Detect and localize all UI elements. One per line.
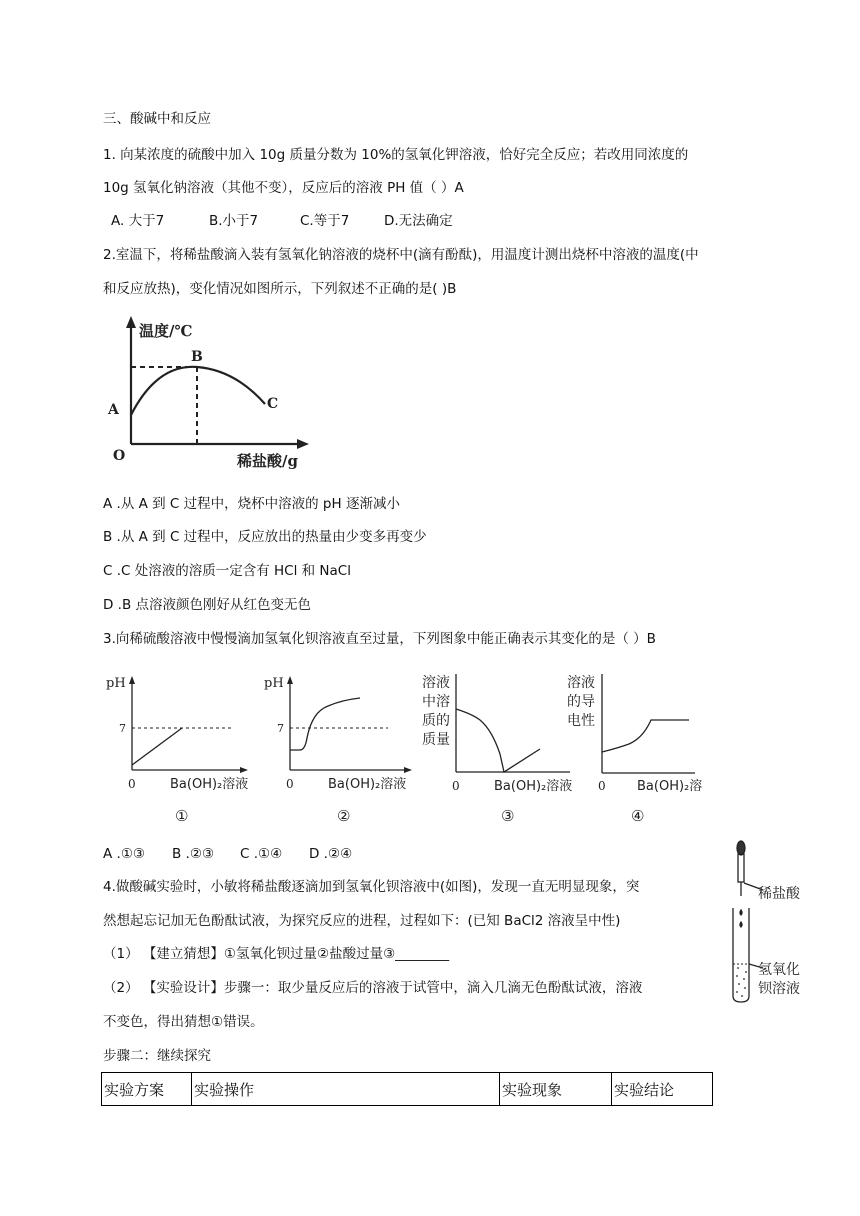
q3-g3-xlabel: Ba(OH)₂溶液 <box>494 779 573 794</box>
table-header-cell: 实验结论 <box>612 1073 713 1106</box>
q3-option-b: B .②③ <box>172 846 215 862</box>
q1-option-b: B.小于7 <box>209 213 259 229</box>
q3-g2-seven: 7 <box>277 722 284 735</box>
experiment-table <box>101 1072 713 1106</box>
table-header-cell: 实验现象 <box>500 1073 612 1106</box>
table-header-cell: 实验方案 <box>102 1073 192 1106</box>
q4-line2: 然想起忘记加无色酚酞试液，为探究反应的进程，过程如下：(已知 BaCl2 溶液呈中性) <box>103 913 621 929</box>
q1-option-a: A. 大于7 <box>111 213 165 229</box>
q3-g4-ylabel-3: 电性 <box>567 713 595 729</box>
q3-g4-ylabel-1: 溶液 <box>567 675 595 691</box>
q1-option-d: D.无法确定 <box>384 213 453 229</box>
q3-g3-ylabel-4: 质量 <box>422 732 450 748</box>
q3-g4-xlabel: Ba(OH)₂溶 <box>637 779 703 794</box>
q3-g1-ylabel: pH <box>106 676 126 691</box>
q1-line1: 1. 向某浓度的硫酸中加入 10g 质量分数为 10%的氢氧化钾溶液，恰好完全反应；若改用同浓度的 <box>103 147 689 163</box>
q3-g4-num: ④ <box>631 807 645 825</box>
q3-graph-3 <box>412 668 582 828</box>
q4-fig-label-top: 稀盐酸 <box>758 886 800 902</box>
q3-g2-ylabel: pH <box>264 676 284 691</box>
q2-graph-xlabel: 稀盐酸/g <box>237 452 298 470</box>
q2-graph-point-b: B <box>191 349 203 365</box>
q3-line1: 3.向稀硫酸溶液中慢慢滴加氢氧化钡溶液直至过量，下列图象中能正确表示其变化的是（ ）B <box>103 631 656 647</box>
q3-g3-zero: 0 <box>452 779 460 793</box>
q2-graph-origin: O <box>113 448 126 464</box>
q3-g2-zero: 0 <box>286 777 294 791</box>
q3-g2-xlabel: Ba(OH)₂溶液 <box>328 777 407 792</box>
q3-g4-ylabel-2: 的导 <box>567 694 595 710</box>
q4-step2: 步骤二：继续探究 <box>103 1048 211 1064</box>
q1-option-c: C.等于7 <box>300 213 350 229</box>
q3-g3-ylabel-1: 溶液 <box>422 675 450 691</box>
q3-g1-zero: 0 <box>128 777 136 791</box>
q4-fig-label-bottom-1: 氢氧化 <box>758 962 800 978</box>
q3-option-a: A .①③ <box>103 846 146 862</box>
q3-g1-num: ① <box>175 807 189 825</box>
table-header-cell: 实验操作 <box>192 1073 500 1106</box>
q3-g1-seven: 7 <box>119 722 126 735</box>
q2-option-d: D .B 点溶液颜色刚好从红色变无色 <box>103 597 312 613</box>
q3-graph-2 <box>260 668 420 828</box>
q3-graph-1 <box>100 668 260 828</box>
q3-g3-ylabel-3: 质的 <box>422 713 450 729</box>
q3-g3-ylabel-2: 中溶 <box>422 694 450 710</box>
q3-g4-zero: 0 <box>598 779 606 793</box>
q4-sub2a: （2） 【实验设计】步骤一：取少量反应后的溶液于试管中，滴入几滴无色酚酞试液，溶液 <box>103 980 643 996</box>
q2-line2: 和反应放热)，变化情况如图所示，下列叙述不正确的是( )B <box>103 281 457 297</box>
q2-line1: 2.室温下，将稀盐酸滴入装有氢氧化钠溶液的烧杯中(滴有酚酞)，用温度计测出烧杯中溶液的温度(中 <box>103 247 699 263</box>
q3-g2-num: ② <box>337 807 351 825</box>
section-title: 三、酸碱中和反应 <box>103 111 211 127</box>
q4-apparatus-figure <box>727 838 827 1008</box>
q2-graph-ylabel: 温度/℃ <box>139 322 193 340</box>
q4-line1: 4.做酸碱实验时，小敏将稀盐酸逐滴加到氢氧化钡溶液中(如图)，发现一直无明显现象，突 <box>103 879 640 895</box>
q2-option-b: B .从 A 到 C 过程中，反应放出的热量由少变多再变少 <box>103 529 427 545</box>
q4-sub1: （1） 【建立猜想】①氢氧化钡过量②盐酸过量③________ <box>103 946 450 962</box>
q4-fig-label-bottom-2: 钡溶液 <box>758 981 800 997</box>
q2-graph-point-a: A <box>108 402 119 418</box>
q3-option-d: D .②④ <box>309 846 353 862</box>
table-header-row <box>102 1073 713 1106</box>
q3-g1-xlabel: Ba(OH)₂溶液 <box>170 777 249 792</box>
q2-option-c: C .C 处溶液的溶质一定含有 HCl 和 NaCl <box>103 563 351 579</box>
q3-g3-num: ③ <box>501 807 515 825</box>
q2-option-a: A .从 A 到 C 过程中，烧杯中溶液的 pH 逐渐减小 <box>103 496 400 512</box>
q2-graph-point-c: C <box>267 396 279 412</box>
q3-option-c: C .①④ <box>240 846 283 862</box>
q4-sub2b: 不变色，得出猜想①错误。 <box>103 1014 264 1030</box>
q2-temperature-graph <box>105 312 345 472</box>
q3-graph-4 <box>563 668 705 828</box>
q1-line2: 10g 氢氧化钠溶液（其他不变），反应后的溶液 PH 值（ ）A <box>103 180 464 196</box>
